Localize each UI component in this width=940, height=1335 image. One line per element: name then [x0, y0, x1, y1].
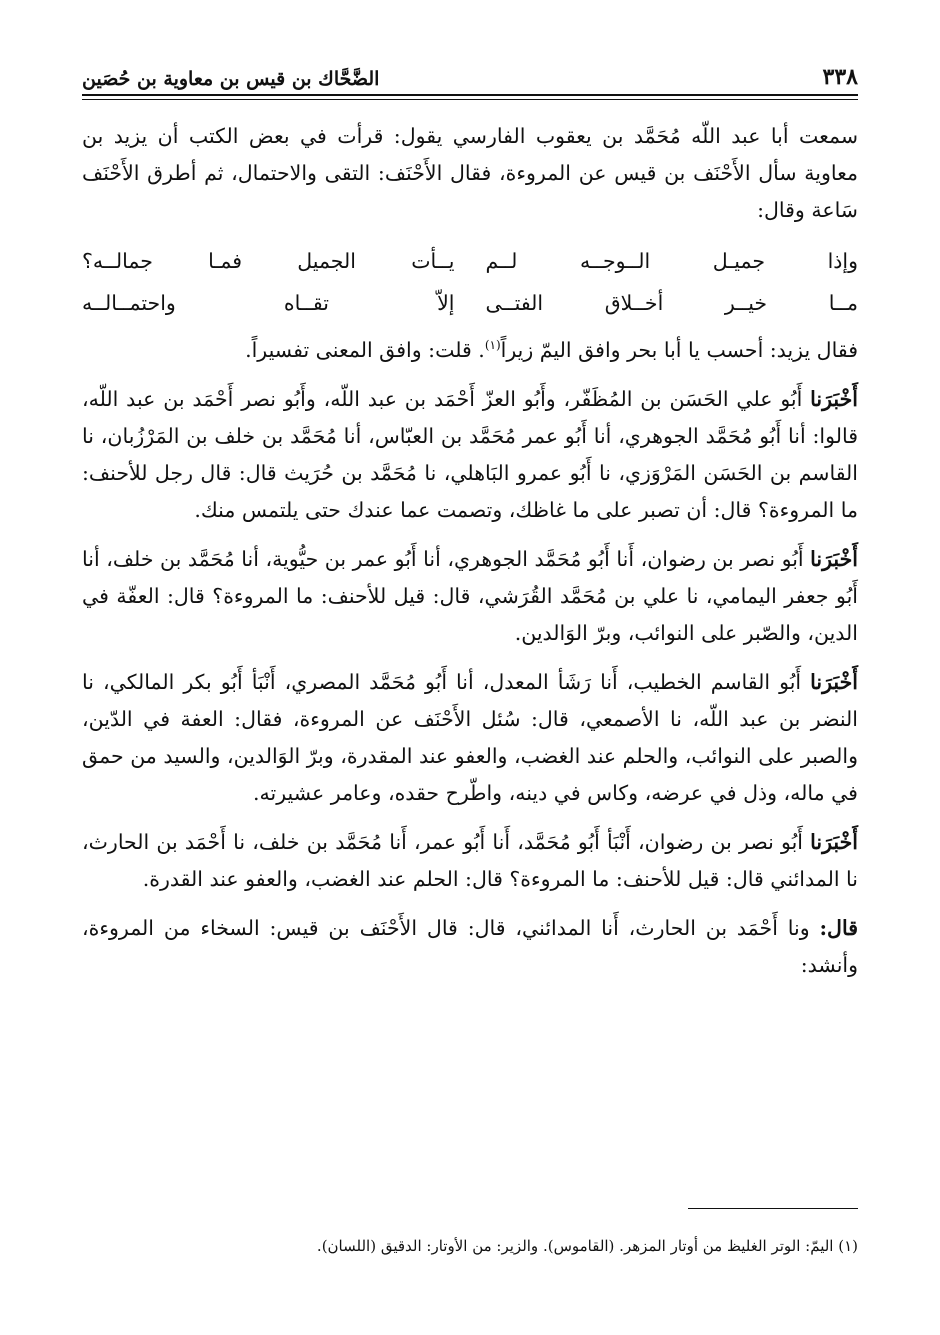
report-text: أَبُو القاسم الخطيب، أَنا رَشَأ المعدل، أنا أَبُو مُحَمَّد المصري، أَنْبَأ أَبُو بكر المالكي، نا النضر بن عبد اللّه، نا الأصمعي، قال: سُئل الأَحْنَف عن المروءة، فقال: العفة في الدّين، والصبر على النوائب، والحلم عند الغضب، والعفو عند المقدرة، وبرّ الوَالدين، والسيد من حمق في ماله، وذل في عرضه، وكاس في دينه، واطّرح حقده، وعامر عشيرته.: [82, 669, 858, 805]
verse-second-hemistich: إلاّ تقــاه واحتمــالــه: [82, 291, 455, 315]
header-rule-thin: [82, 99, 858, 100]
after-poem-text: فقال يزيد: أحسب يا أبا بحر وافق اليمّ زيراً: [500, 337, 858, 362]
report-keyword: أَخْبَرَنا: [810, 386, 858, 411]
footnote-marker[interactable]: (١): [484, 338, 501, 352]
after-poem-rest: . قلت: وافق المعنى تفسيراً.: [245, 337, 485, 362]
intro-paragraph: سمعت أبا عبد اللّه مُحَمَّد بن يعقوب الفارسي يقول: قرأت في بعض الكتب أن يزيد بن معاوية سأل الأَحْنَف بن قيس عن المروءة، فقال الأَحْنَف: التقى والاحتمال، ثم أطرق الأَحْنَف سَاعة وقال:: [82, 124, 858, 222]
running-title: الضَّحَّاك بن قيس بن معاوية بن حُصَين: [82, 68, 380, 90]
report-text: أَبُو نصر بن رضوان، أَنْبَأ أَبُو مُحَمَّد، أَنا أَبُو عمر، أَنا مُحَمَّد بن خلف، نا أَحْمَد بن الحارث، نا المدائني قال: قيل للأحنف: ما المروءة؟ قال: الحلم عند الغضب، والعفو عند القدرة.: [82, 829, 858, 891]
report-paragraph: [82, 381, 858, 529]
poem-verse: [82, 285, 858, 321]
report-keyword: أَخْبَرَنا: [810, 669, 858, 694]
verse-first-hemistich: وإذا جميـل الــوجــه لــم: [485, 249, 858, 273]
report-paragraph: [82, 910, 858, 984]
report-keyword: قال:: [819, 915, 858, 940]
report-text: أَبُو نصر بن رضوان، أَنا أَبُو مُحَمَّد الجوهري، أنا أَبُو عمر بن حيُّوية، أنا مُحَمَّد بن خلف، أنا أَبُو جعفر اليمامي، نا علي بن مُحَمَّد القُرَشي، قال: قيل للأحنف: ما المروءة؟ قال: العفّة في الدين، والصّبر على النوائب، وبرّ الوَالدين.: [82, 546, 858, 645]
report-text: ونا أَحْمَد بن الحارث، أَنا المدائني، قال: قال الأَحْنَف بن قيس: السخاء من المروءة، وأنشد:: [82, 915, 858, 977]
page-header: [82, 56, 858, 90]
footnote: (١) اليمّ: الوتر الغليظ من أوتار المزهر. (القاموس). والزير: من الأوتار: الدقيق (اللسان).: [316, 1237, 858, 1255]
report-keyword: أَخْبَرَنا: [810, 546, 858, 571]
verse-first-hemistich: مــا خيــر أخــلاق الفتــى: [485, 291, 858, 315]
poem-verse: [82, 243, 858, 279]
poem: [82, 243, 858, 321]
report-text: أَبُو علي الحَسَن بن المُظَفّر، وأَبُو العزّ أَحْمَد بن عبد اللّه، وأَبُو نصر أَحْمَد بن عبد اللّه، قالوا: أنا أَبُو مُحَمَّد الجوهري، أنا أَبُو عمر مُحَمَّد بن العبّاس، أنا مُحَمَّد بن خلف بن المَرْزُبان، نا القاسم بن الحَسَن المَرْوَزي، نا أَبُو عمرو البَاهلي، نا مُحَمَّد بن حُرَيث قال: قال رجل للأحنف: ما المروءة؟ قال: أن تصبر على ما غاظك، وتصمت عما عندك حتى يلتمس منك.: [82, 386, 858, 522]
report-paragraph: [82, 824, 858, 898]
report-keyword: أَخْبَرَنا: [810, 829, 858, 854]
main-text: [82, 118, 858, 996]
report-paragraph: [82, 541, 858, 652]
page-number: ٣٣٨: [822, 64, 858, 90]
report-paragraph: [82, 664, 858, 812]
footnote-divider: [688, 1208, 858, 1209]
after-poem-paragraph: [82, 327, 858, 369]
header-rule: [82, 94, 858, 96]
verse-second-hemistich: يــأت الجميل فمـا جمالــه؟: [82, 249, 455, 273]
